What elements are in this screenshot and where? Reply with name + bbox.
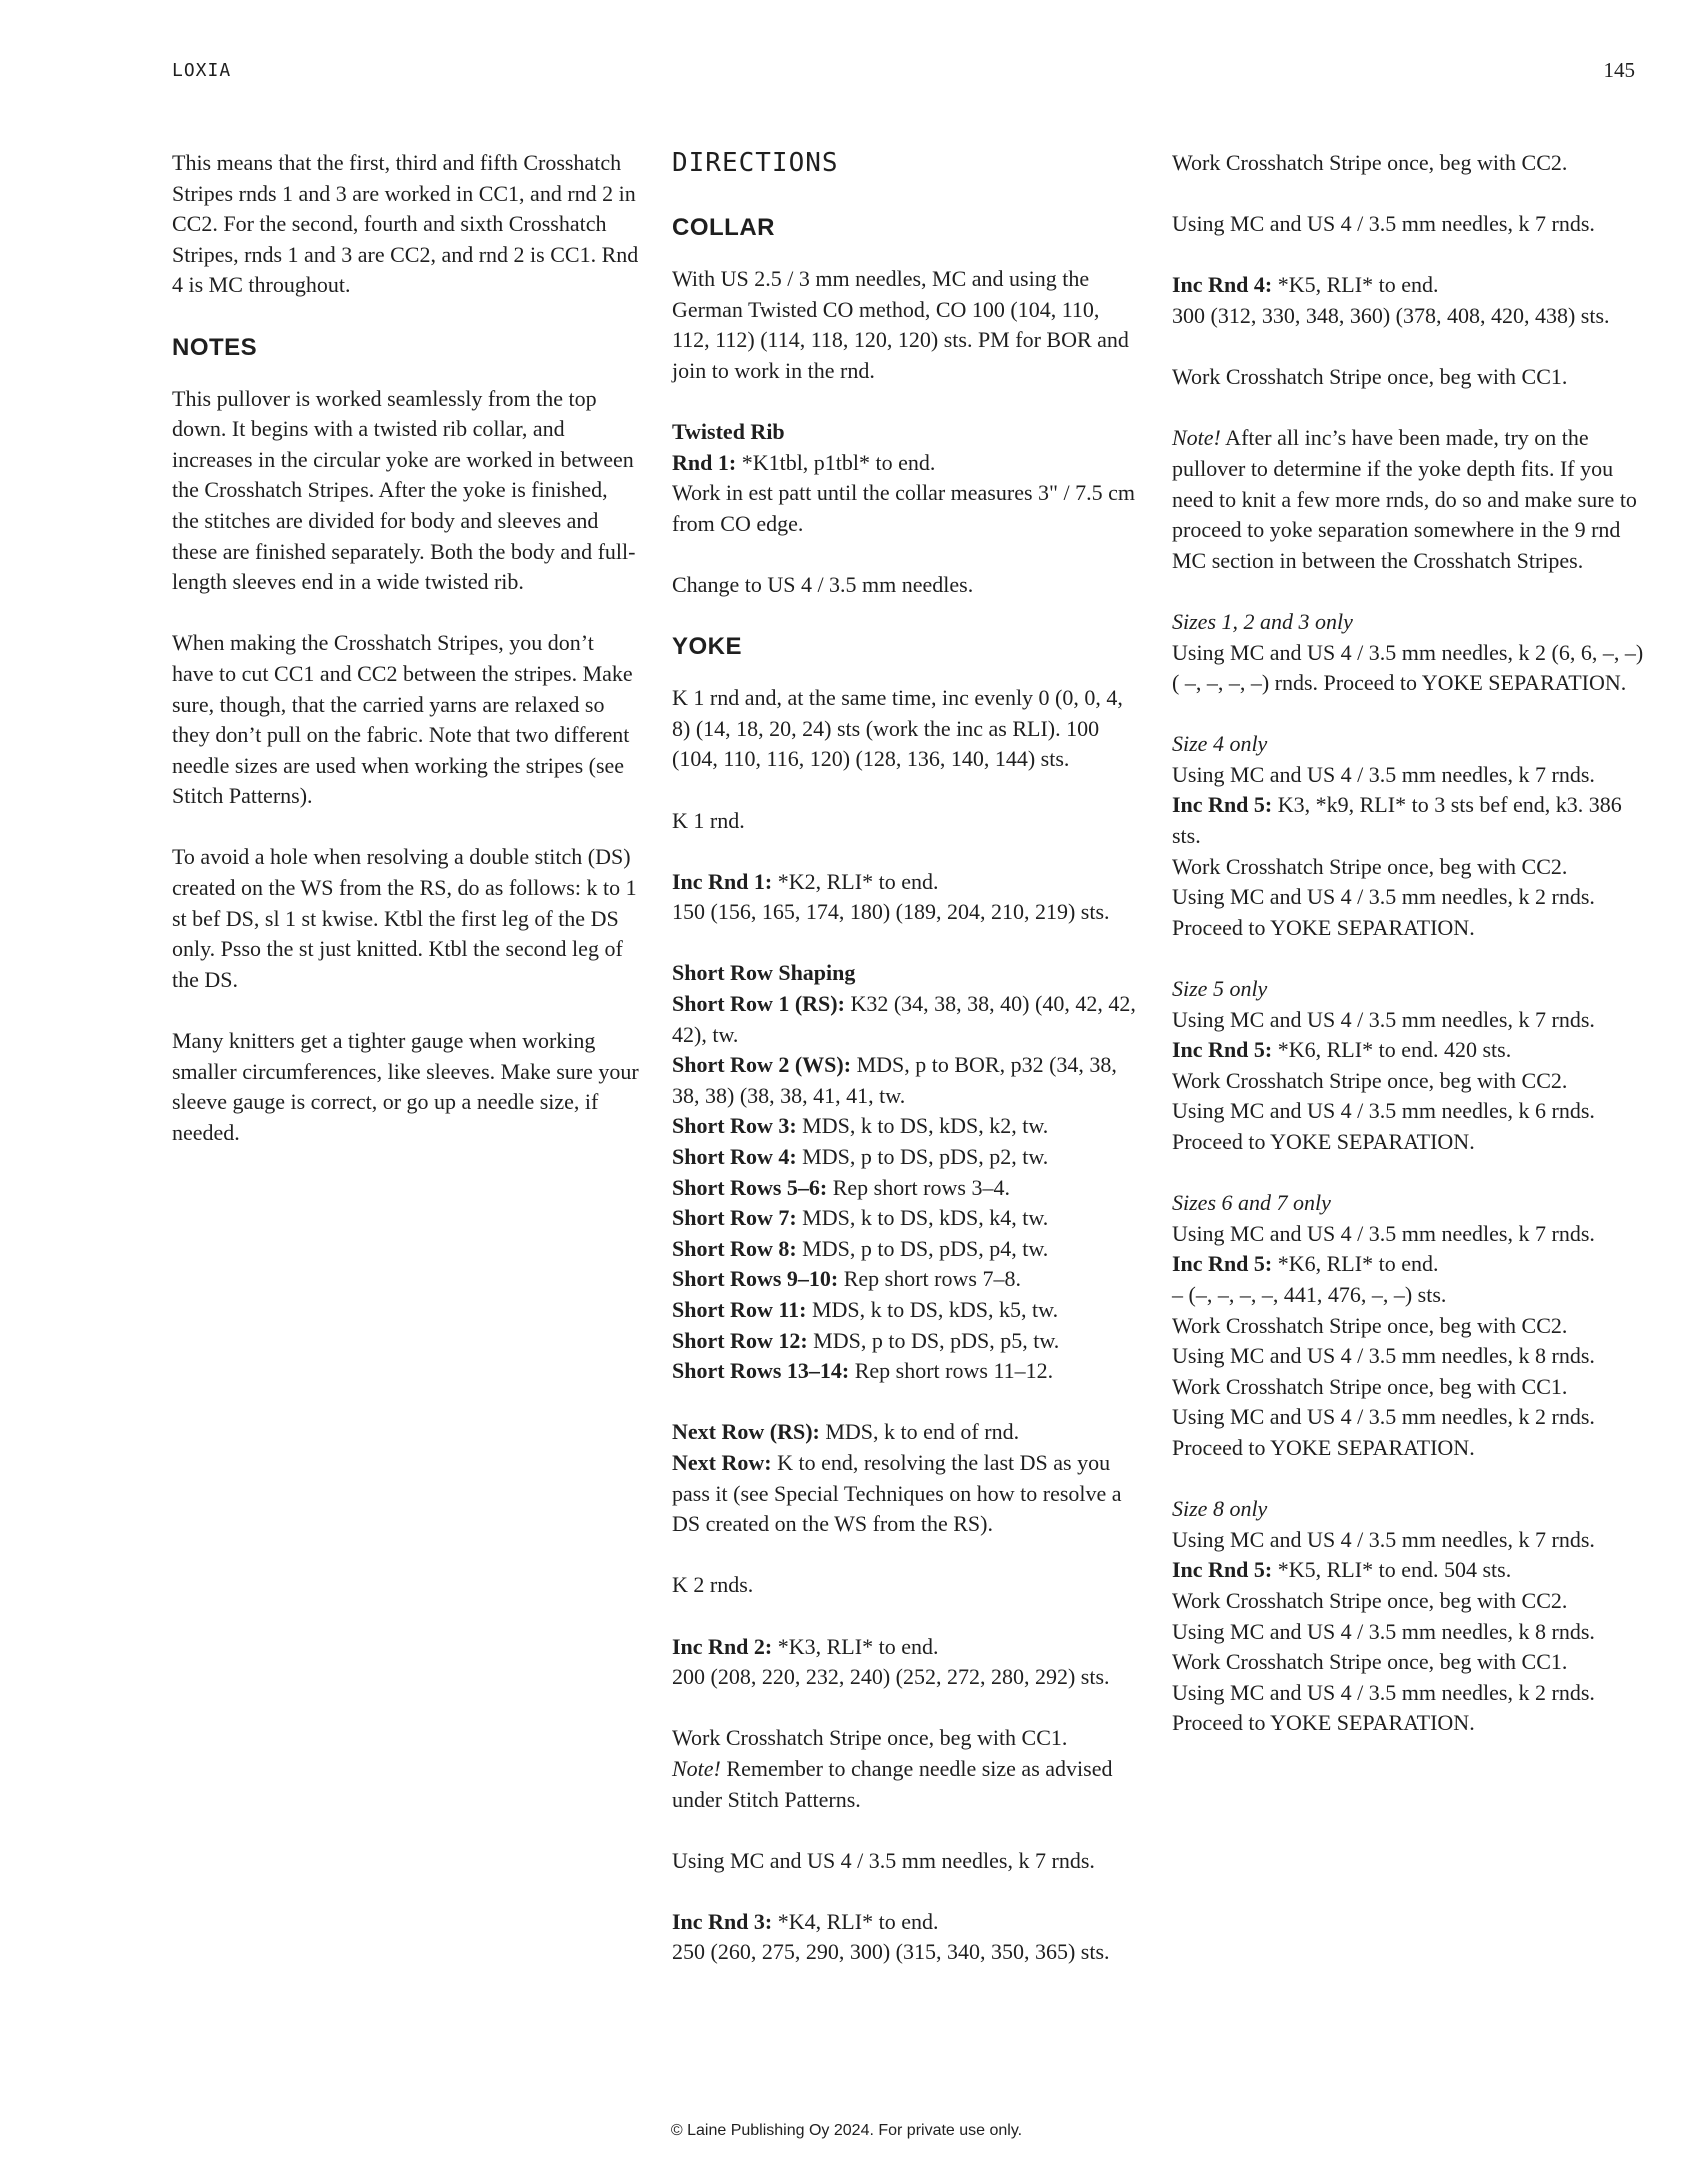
inc-rnd-1: Inc Rnd 1: *K2, RLI* to end. 150 (156, 165, 174, 180) (189, 204, 210, 219) sts. [672,868,1110,925]
yoke-heading: YOKE [672,633,743,661]
sizes-6-7: Sizes 6 and 7 only Using MC and US 4 / 3.5 mm needles, k 7 rnds. Inc Rnd 5: *K6, RLI* to end. – (–, –, –, –, 441, 476, –, –) sts. Work Crosshatch Stripe once, beg with CC2. Using MC and US 4 / 3.5 mm needles, k 8 rnds. Work Crosshatch Stripe once, beg with CC1. Using MC and US 4 / 3.5 mm needles, k 2 rnds. Proceed to YOKE SEPARATION. [1172,1190,1595,1460]
copyright-footer: © Laine Publishing Oy 2024. For private use only. [670,2122,1023,2139]
short-row-title: Short Row Shaping [672,960,856,986]
short-row-line: Short Row 1 (RS): K32 (34, 38, 38, 40) (40, 42, 42, 42), tw. [672,991,1136,1047]
short-row-line: Short Row 7: MDS, k to DS, kDS, k4, tw. [672,1205,1049,1231]
work-est-line: Work in est patt until the collar measures 3" / 7.5 cm from CO edge. [672,480,1135,536]
short-row-line: Short Row 8: MDS, p to DS, pDS, p4, tw. [672,1235,1049,1261]
column-middle [672,148,1142,1999]
size-8: Size 8 only Using MC and US 4 / 3.5 mm needles, k 7 rnds. Inc Rnd 5: *K5, RLI* to end. 504 sts. Work Crosshatch Stripe once, beg with CC2. Using MC and US 4 / 3.5 mm needles, k 8 rnds. Work Crosshatch Stripe once, beg with CC1. Using MC and US 4 / 3.5 mm needles, k 2 rnds. Proceed to YOKE SEPARATION. [1172,1496,1595,1736]
k7-rnds: Using MC and US 4 / 3.5 mm needles, k 7 rnds. [1172,211,1595,237]
yoke-k1-inc: K 1 rnd and, at the same time, inc evenly 0 (0, 0, 4, 8) (14, 18, 20, 24) sts (work the inc as RLI). 100 (104, 110, 116, 120) (128, 136, 140, 144) sts. [672,685,1123,772]
rnd1-line: Rnd 1: *K1tbl, p1tbl* to end. [672,449,936,475]
notes-heading: NOTES [172,333,258,361]
notes-paragraph: Many knitters get a tighter gauge when working smaller circumferences, like sleeves. Make sure your sleeve gauge is correct, or go up a needle size, if needed. [172,1028,639,1145]
short-row-line: Short Row 2 (WS): MDS, p to BOR, p32 (34, 38, 38, 38) (38, 38, 41, 41, tw. [672,1052,1117,1108]
short-row-line: Short Row 12: MDS, p to DS, pDS, p5, tw. [672,1327,1060,1353]
directions-heading: DIRECTIONS [672,148,839,178]
notes-paragraph: This pullover is worked seamlessly from the top down. It begins with a twisted rib collar, and increases in the circular yoke are worked in between the Crosshatch Stripes. After the yoke is finished, the stitches are divided for body and sleeves and these are finished separately. Both the body and full-length sleeves end in a wide twisted rib. [172,385,636,595]
intro-paragraph: This means that the first, third and fifth Crosshatch Stripes rnds 1 and 3 are worked in CC1, and rnd 2 in CC2. For the second, fourth and sixth Crosshatch Stripes, rnds 1 and 3 are CC2, and rnd 2 is CC1. Rnd 4 is MC throughout. [172,150,639,298]
running-header: LOXIA [172,60,232,81]
twisted-rib-title: Twisted Rib [672,418,785,444]
column-right [1172,148,1652,1769]
collar-paragraph: With US 2.5 / 3 mm needles, MC and using the German Twisted CO method, CO 100 (104, 110, 112, 112) (114, 118, 120, 120) sts. PM for BOR and join to work in the rnd. [672,266,1129,383]
k7-rnds: Using MC and US 4 / 3.5 mm needles, k 7 rnds. [672,1847,1095,1873]
inc-rnd-3: Inc Rnd 3: *K4, RLI* to end. 250 (260, 275, 290, 300) (315, 340, 350, 365) sts. [672,1908,1110,1965]
column-left [172,148,640,1179]
inc-rnd-2: Inc Rnd 2: *K3, RLI* to end. 200 (208, 220, 232, 240) (252, 272, 280, 292) sts. [672,1633,1110,1690]
short-row-line: Short Row 11: MDS, k to DS, kDS, k5, tw. [672,1297,1059,1322]
short-row-line: Short Rows 5–6: Rep short rows 3–4. [672,1174,1010,1200]
short-row-line: Short Rows 13–14: Rep short rows 11–12. [672,1358,1054,1384]
size-4: Size 4 only Using MC and US 4 / 3.5 mm needles, k 7 rnds. Inc Rnd 5: K3, *k9, RLI* to 3 sts bef end, k3. 386 sts. Work Crosshatch Stripe once, beg with CC2. Using MC and US 4 / 3.5 mm needles, k 2 rnds. Proceed to YOKE SEPARATION. [1172,731,1622,940]
short-row-line: Short Rows 9–10: Rep short rows 7–8. [672,1266,1021,1292]
notes-paragraph: To avoid a hole when resolving a double stitch (DS) created on the WS from the RS, do as follows: k to 1 st bef DS, sl 1 st kwise. Ktbl the first leg of the DS only. Psso the st just knitted. Ktbl the second leg of the DS. [172,844,637,992]
note-paragraph: Note! After all inc’s have been made, try on the pullover to determine if the yoke depth fits. If you need to knit a few more rnds, do so and make sure to proceed to yoke separation somewhere in the 9 rnd MC section in between the Crosshatch Stripes. [1172,425,1637,573]
collar-heading: COLLAR [672,214,775,241]
page-number: 145 [1603,58,1635,82]
change-needles: Change to US 4 / 3.5 mm needles. [672,571,974,597]
short-row-block [672,958,1142,1386]
stripe-cc2: Work Crosshatch Stripe once, beg with CC2. [1172,150,1568,175]
next-rows: Next Row (RS): MDS, k to end of rnd. Next Row: K to end, resolving the last DS as you pass it (see Special Techniques on how to resolve a DS created on the WS from the RS). [672,1419,1122,1537]
twisted-rib-block [672,417,1142,539]
k2-rnds: K 2 rnds. [672,1572,754,1598]
short-row-line: Short Row 3: MDS, k to DS, kDS, k2, tw. [672,1113,1049,1139]
notes-paragraph: When making the Crosshatch Stripes, you don’t have to cut CC1 and CC2 between the stripes. Make sure, though, that the carried yarns are relaxed so they don’t pull on the fabric. Note that two different needle sizes are used when working the stripes (see Stitch Patterns). [172,630,633,809]
stripe-cc1: Work Crosshatch Stripe once, beg with CC1. [1172,364,1568,390]
inc-rnd-4: Inc Rnd 4: *K5, RLI* to end. 300 (312, 330, 348, 360) (378, 408, 420, 438) sts. [1172,272,1610,328]
sizes-1-2-3: Sizes 1, 2 and 3 only Using MC and US 4 / 3.5 mm needles, k 2 (6, 6, –, –) ( –, –, –, –) rnds. Proceed to YOKE SEPARATION. [1172,608,1644,696]
stripe-cc1-note: Work Crosshatch Stripe once, beg with CC1. Note! Remember to change needle size as advised under Stitch Patterns. [672,1725,1113,1812]
size-5: Size 5 only Using MC and US 4 / 3.5 mm needles, k 7 rnds. Inc Rnd 5: *K6, RLI* to end. 420 sts. Work Crosshatch Stripe once, beg with CC2. Using MC and US 4 / 3.5 mm needles, k 6 rnds. Proceed to YOKE SEPARATION. [1172,976,1595,1154]
short-row-line: Short Row 4: MDS, p to DS, pDS, p2, tw. [672,1144,1049,1170]
yoke-k1: K 1 rnd. [672,807,745,833]
